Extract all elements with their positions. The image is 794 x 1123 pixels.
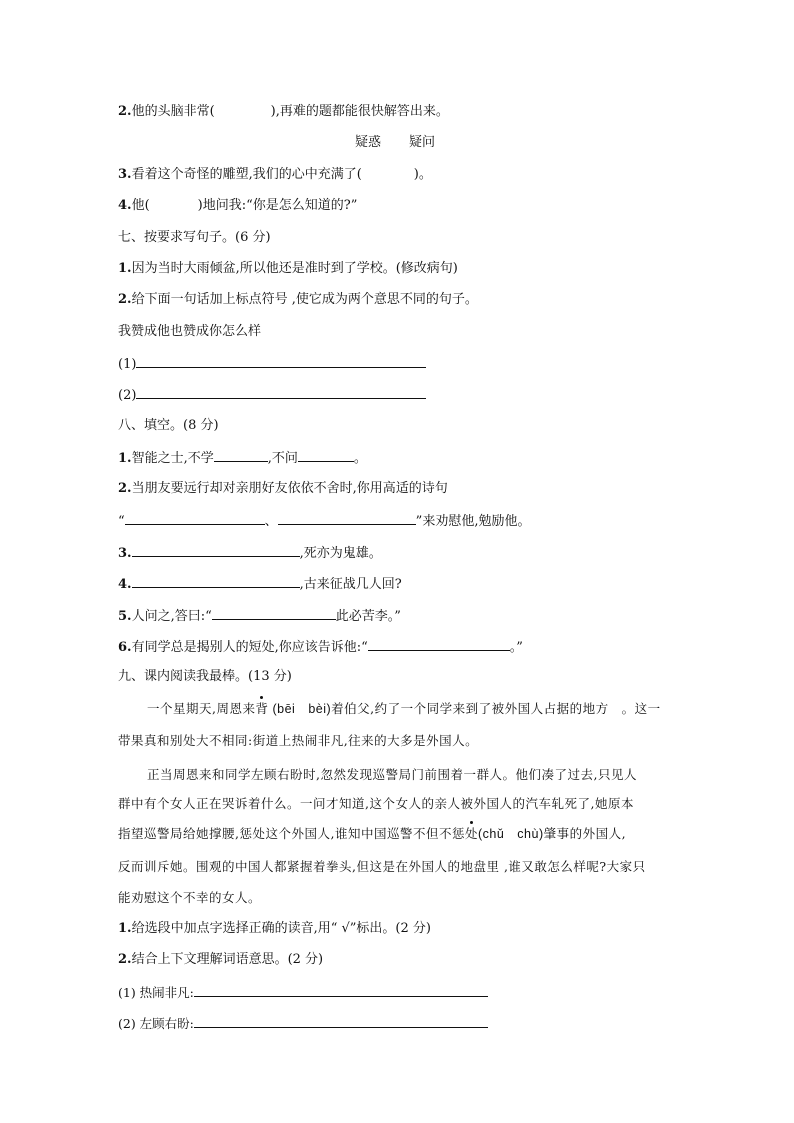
- passage-line: [118, 825, 626, 843]
- question-text: 智能之士,不学: [131, 451, 214, 466]
- answer-blank[interactable]: [298, 448, 354, 462]
- question-number: 2.: [118, 292, 132, 307]
- passage-text: 指望巡警局给她撑腰,惩处这个外国人,谁知中国巡警不但不惩: [118, 826, 465, 841]
- question-text-end: ”来劝慰他,勉励他。: [415, 514, 531, 529]
- question-2: [118, 103, 449, 121]
- question-number: 2.: [118, 952, 132, 967]
- word-choices: [355, 134, 435, 152]
- question-number: 6.: [118, 640, 132, 655]
- question-text-end: 。”: [509, 640, 523, 655]
- question-number: 2.: [118, 481, 132, 496]
- question-number: 2.: [118, 104, 132, 119]
- answer-blank[interactable]: [214, 448, 268, 462]
- passage-line: 群中有个女人正在哭诉着什么。一问才知道,这个女人的亲人被外国人的汽车轧死了,她原本: [118, 796, 634, 811]
- sec8-question-4: [118, 574, 402, 594]
- dotted-character: 背: [255, 701, 269, 716]
- section-9-title: 九、课内阅读我最棒。(13 分): [118, 669, 292, 684]
- question-number: 3.: [118, 167, 132, 182]
- choice-b: 疑问: [409, 135, 436, 150]
- passage-line: 正当周恩来和同学左顾右盼时,忽然发现巡警局门前围着一群人。他们凑了过去,只见人: [147, 767, 637, 782]
- pinyin-options[interactable]: (bēi bèi): [268, 702, 332, 716]
- passage-text: 肇事的外国人,: [543, 826, 627, 841]
- pinyin-options[interactable]: (chǔ chù): [477, 827, 544, 841]
- question-text-end: 。: [353, 451, 367, 466]
- question-text: 有同学总是揭别人的短处,你应该告诉他:“: [131, 640, 368, 655]
- question-text-end: )地问我:“你是怎么知道的?”: [197, 198, 358, 213]
- question-text-end: 此必苦李。”: [335, 609, 401, 624]
- question-text-end: )。: [413, 167, 432, 182]
- sec8-question-3: [118, 543, 382, 563]
- sec8-question-1: [118, 448, 367, 468]
- answer-blank[interactable]: [194, 1014, 488, 1028]
- answer-blank[interactable]: [125, 511, 265, 525]
- passage-line: 反而训斥她。围观的中国人都紧握着拳头,但这是在外国人的地盘里 ,谁又敢怎么样呢?大家只: [118, 859, 646, 874]
- answer-label: (1): [118, 357, 137, 372]
- question-number: 1.: [118, 451, 132, 466]
- question-number: 4.: [118, 577, 132, 592]
- question-text: 看着这个奇怪的雕塑,我们的心中充满了(: [131, 167, 362, 182]
- answer-blank[interactable]: [132, 543, 300, 557]
- answer-blank[interactable]: [194, 983, 488, 997]
- question-3: [118, 166, 432, 184]
- question-number: 3.: [118, 546, 132, 561]
- question-number: 4.: [118, 198, 132, 213]
- source-sentence: 我赞成他也赞成你怎么样: [118, 324, 262, 339]
- answer-blank[interactable]: [212, 606, 336, 620]
- sec8-question-2: [118, 480, 448, 498]
- open-quote: “: [118, 514, 125, 529]
- question-text: 他(: [131, 198, 150, 213]
- answer-line-2: [118, 385, 426, 405]
- separator: 、: [264, 514, 278, 529]
- passage-line: 带果真和别处大不相同:街道上热闹非凡,往来的大多是外国人。: [118, 733, 479, 748]
- question-text: 给下面一句话加上标点符号 ,使它成为两个意思不同的句子。: [131, 292, 478, 307]
- section-8-title: 八、填空。(8 分): [118, 418, 219, 433]
- word-meaning-2: [118, 1014, 488, 1033]
- passage-text: 着伯父,约了一个同学来到了被外国人占据的地方 。这一: [331, 701, 661, 716]
- section-7-title: 七、按要求写句子。(6 分): [118, 230, 271, 245]
- answer-blank[interactable]: [278, 511, 416, 525]
- question-number: 5.: [118, 609, 132, 624]
- sec8-question-5: [118, 606, 401, 626]
- question-text: 结合上下文理解词语意思。(2 分): [131, 952, 324, 967]
- choice-a: 疑惑: [355, 135, 382, 150]
- dotted-character: 处: [464, 826, 478, 841]
- sec8-question-2-answer: [118, 511, 530, 531]
- question-text-end: ),再难的题都能很快解答出来。: [270, 104, 449, 119]
- question-text: 人问之,答曰:“: [131, 609, 212, 624]
- passage-line: 能劝慰这个不幸的女人。: [118, 890, 262, 905]
- question-text-end: ,古来征战几人回?: [299, 577, 402, 592]
- answer-blank[interactable]: [136, 385, 426, 399]
- sec7-question-1: [118, 260, 458, 278]
- question-text: 他的头脑非常(: [131, 104, 215, 119]
- answer-blank[interactable]: [132, 574, 300, 588]
- word-label: (1) 热闹非凡:: [118, 985, 194, 1000]
- question-text: 因为当时大雨倾盆,所以他还是准时到了学校。(修改病句): [131, 261, 458, 276]
- question-text: 给选段中加点字选择正确的读音,用“ √”标出。(2 分): [131, 921, 431, 936]
- word-meaning-1: [118, 983, 488, 1002]
- question-text-mid: ,不问: [267, 451, 298, 466]
- answer-label: (2): [118, 388, 137, 403]
- passage-line: [147, 700, 661, 718]
- question-4: [118, 197, 357, 215]
- question-number: 1.: [118, 921, 132, 936]
- passage-text: 一个星期天,周恩来: [147, 701, 256, 716]
- answer-blank[interactable]: [368, 637, 510, 651]
- answer-blank[interactable]: [136, 354, 426, 368]
- sec9-question-1: [118, 920, 431, 938]
- question-text: 当朋友要远行却对亲朋好友依依不舍时,你用高适的诗句: [131, 481, 448, 496]
- sec8-question-6: [118, 637, 523, 657]
- answer-line-1: [118, 354, 426, 374]
- sec9-question-2: [118, 951, 323, 969]
- word-label: (2) 左顾右盼:: [118, 1016, 194, 1031]
- question-number: 1.: [118, 261, 132, 276]
- sec7-question-2: [118, 291, 478, 309]
- question-text-end: ,死亦为鬼雄。: [299, 546, 382, 561]
